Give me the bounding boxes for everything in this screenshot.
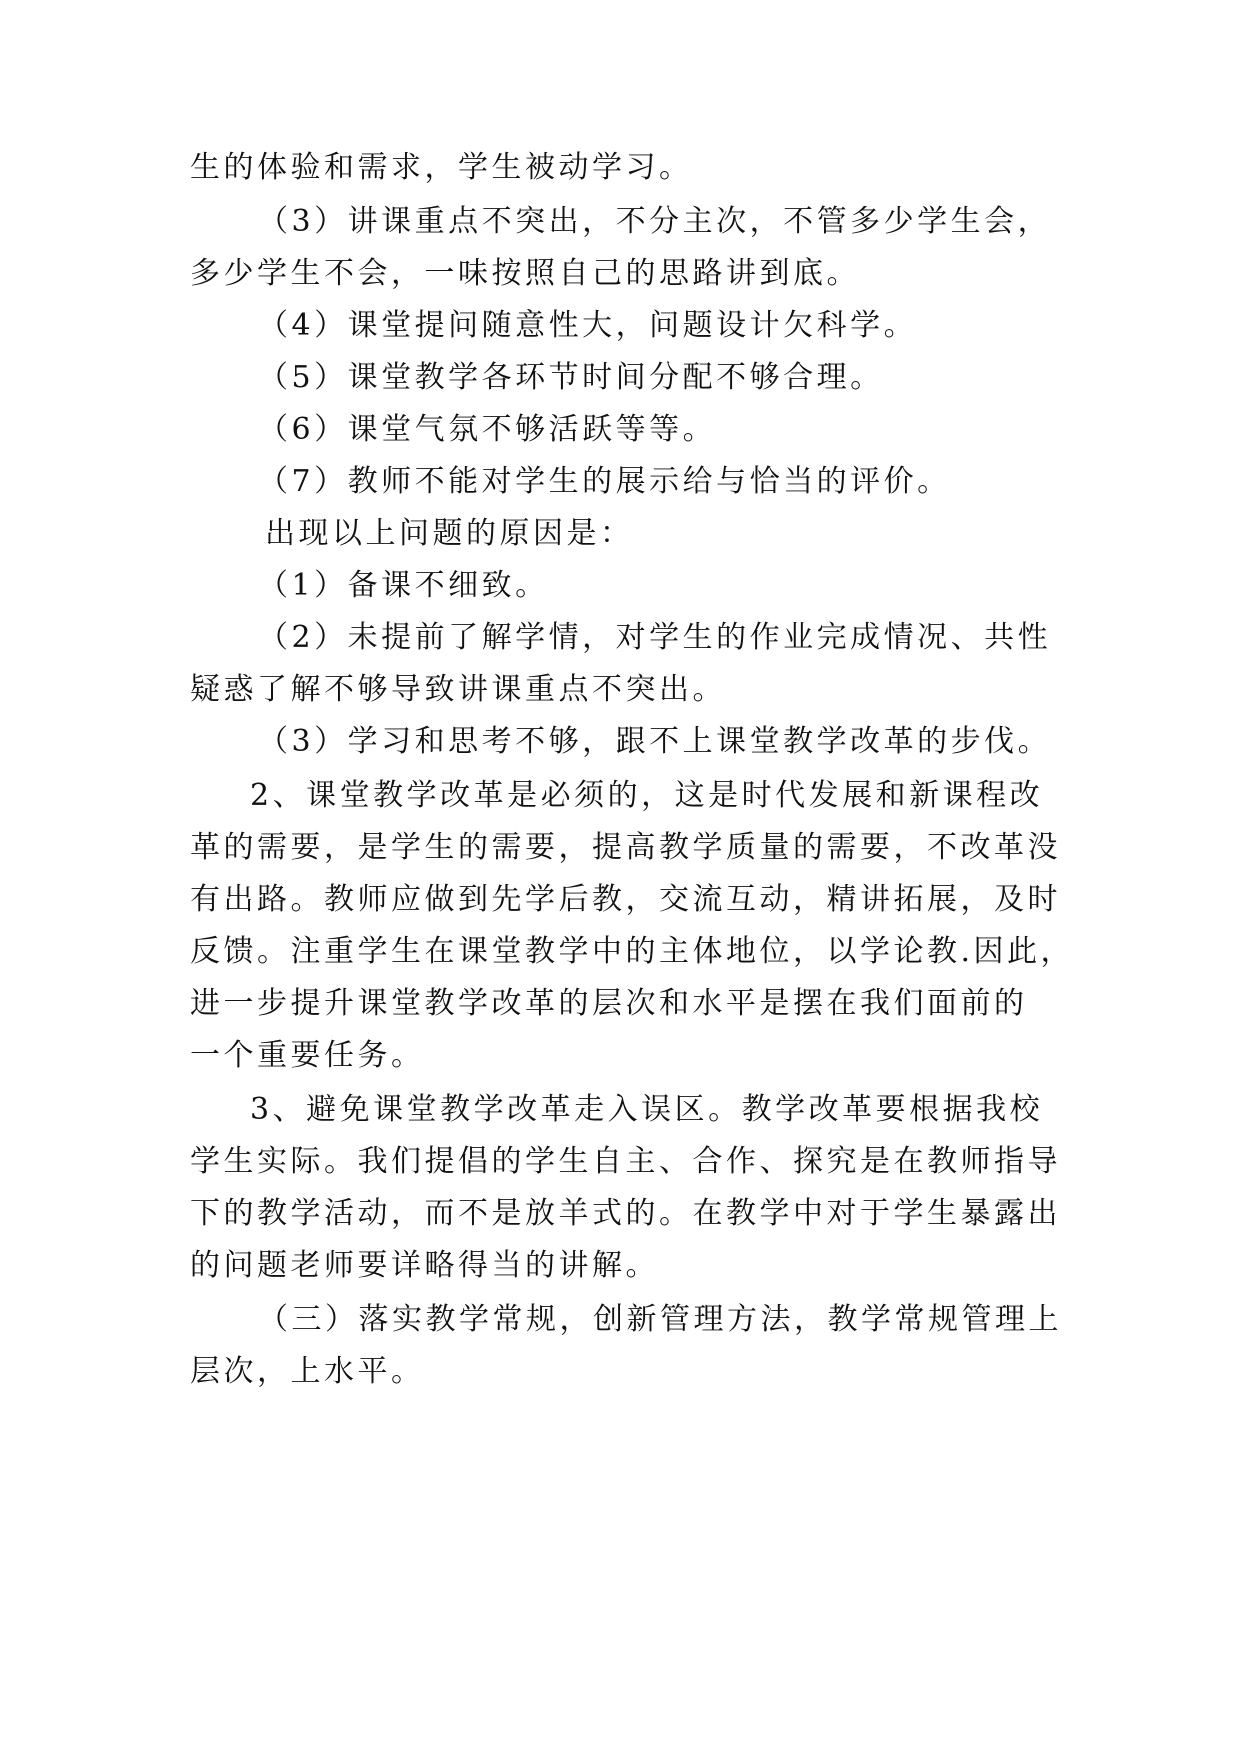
text-line: 多少学生不会，一味按照自己的思路讲到底。 [190,256,860,291]
text-line: 反馈。注重学生在课堂教学中的主体地位，以学论教.因此， [190,934,1075,969]
text-line: 学生实际。我们提倡的学生自主、合作、探究是在教师指导 [190,1144,1061,1179]
text-line: 疑惑了解不够导致讲课重点不突出。 [190,672,726,707]
text-line: 出现以上问题的原因是： [265,516,634,551]
text-line: 2、课堂教学改革是必须的，这是时代发展和新课程改 [250,778,1044,813]
text-line: 生的体验和需求，学生被动学习。 [190,150,693,185]
text-line: 下的教学活动，而不是放羊式的。在教学中对于学生暴露出 [190,1196,1061,1231]
text-line: （7）教师不能对学生的展示给与恰当的评价。 [258,464,951,499]
text-line: （2）未提前了解学情，对学生的作业完成情况、共性 [258,620,1052,655]
text-line: （6）课堂气氛不够活跃等等。 [258,412,717,447]
text-line: （三）落实教学常规，创新管理方法，教学常规管理上 [258,1302,1062,1337]
text-line: （3）讲课重点不突出，不分主次，不管多少学生会， [258,204,1052,239]
text-line: 的问题老师要详略得当的讲解。 [190,1248,659,1283]
text-line: 层次，上水平。 [190,1354,425,1389]
text-line: 进一步提升课堂教学改革的层次和水平是摆在我们面前的 [190,986,1028,1021]
text-line: 3、避免课堂教学改革走入误区。教学改革要根据我校 [250,1092,1044,1127]
text-line: 一个重要任务。 [190,1038,425,1073]
text-line: （5）课堂教学各环节时间分配不够合理。 [258,360,884,395]
text-line: 革的需要，是学生的需要，提高教学质量的需要，不改革没 [190,830,1061,865]
text-line: （4）课堂提问随意性大，问题设计欠科学。 [258,308,918,343]
text-line: （1）备课不细致。 [258,568,549,603]
text-line: 有出路。教师应做到先学后教，交流互动，精讲拓展，及时 [190,882,1061,917]
text-line: （3）学习和思考不够，跟不上课堂教学改革的步伐。 [258,724,1052,759]
